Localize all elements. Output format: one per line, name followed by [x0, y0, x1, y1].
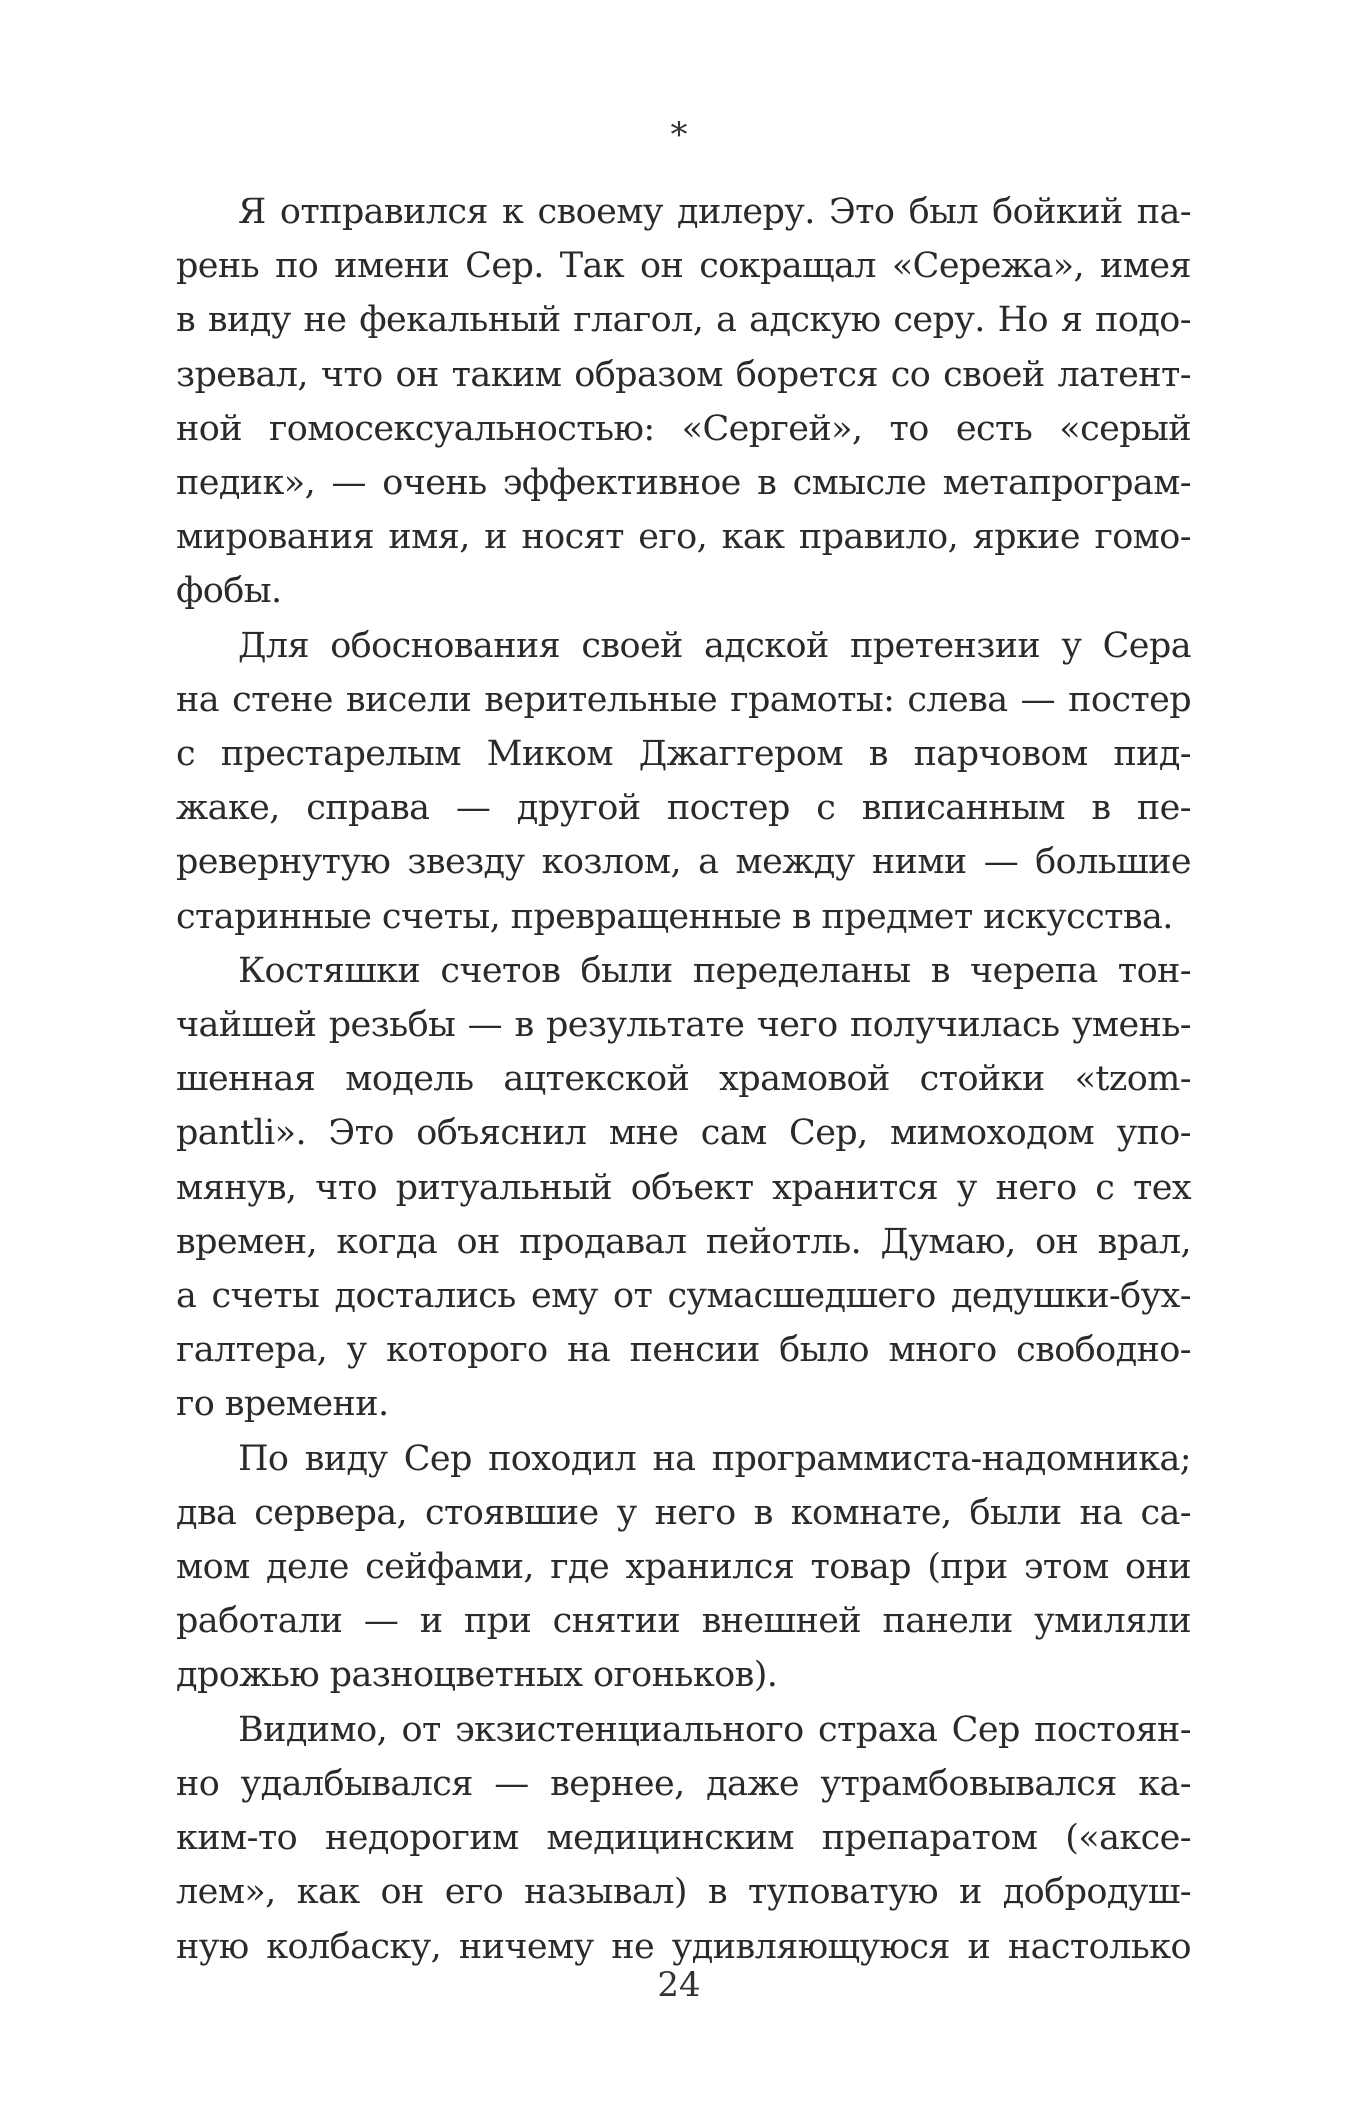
- text-line: Я отправился к своему дилеру. Это был бойкий па-: [238, 192, 1191, 232]
- text-line: в виду не фекальный глагол, а адскую серу. Но я подо-: [176, 300, 1191, 341]
- text-line: зревал, что он таким образом борется со своей латент-: [176, 354, 1191, 395]
- page-number: 24: [657, 1965, 701, 2005]
- text-line: рень по имени Сер. Так он сокращал «Сережа», имея: [176, 246, 1191, 287]
- text-line: педик», — очень эффективное в смысле метапрограм-: [176, 463, 1191, 504]
- paragraph: [176, 1432, 1191, 1703]
- text-line: галтера, у которого на пенсии было много свободно-: [176, 1330, 1191, 1371]
- text-line: лем», как он его называл) в туповатую и добродуш-: [176, 1872, 1191, 1913]
- text-line: дрожью разноцветных огоньков).: [176, 1655, 778, 1696]
- text-line: шенная модель ацтекской храмовой стойки «tzom-: [176, 1059, 1191, 1100]
- text-line: работали — и при снятии внешней панели умиляли: [176, 1601, 1191, 1642]
- paragraph: [176, 944, 1191, 1432]
- text-line: мирования имя, и носят его, как правило, яркие гомо-: [176, 517, 1191, 558]
- paragraph: [176, 185, 1191, 619]
- text-line: По виду Сер походил на программиста-надомника;: [238, 1438, 1191, 1479]
- text-line: pantli». Это объяснил мне сам Сер, мимоходом упо-: [176, 1113, 1191, 1154]
- text-line: Видимо, от экзистенциального страха Сер постоян-: [238, 1709, 1191, 1750]
- text-line: жаке, справа — другой постер с вписанным в пе-: [176, 788, 1191, 829]
- text-line: мянув, что ритуальный объект хранится у него с тех: [176, 1167, 1191, 1208]
- section-marker: *: [670, 115, 688, 155]
- paragraph: [176, 1703, 1191, 1974]
- text-line: ревернутую звезду козлом, а между ними — большие: [176, 842, 1191, 883]
- paragraph: [176, 619, 1191, 944]
- text-line: два сервера, стоявшие у него в комнате, были на са-: [176, 1492, 1191, 1533]
- body-text: [176, 185, 1191, 1974]
- text-line: ную колбаску, ничему не удивляющуюся и настолько: [176, 1926, 1191, 1967]
- text-line: Костяшки счетов были переделаны в черепа тон-: [238, 950, 1191, 991]
- text-line: фобы.: [176, 571, 282, 612]
- text-line: а счеты достались ему от сумасшедшего дедушки-бух-: [176, 1276, 1191, 1317]
- text-line: с престарелым Миком Джаггером в парчовом пид-: [176, 734, 1191, 775]
- text-line: но удалбывался — вернее, даже утрамбовывался ка-: [176, 1763, 1191, 1804]
- text-line: ной гомосексуальностью: «Сергей», то есть «серый: [176, 408, 1191, 449]
- text-line: чайшей резьбы — в результате чего получилась умень-: [176, 1005, 1191, 1046]
- text-line: на стене висели верительные грамоты: слева — постер: [176, 679, 1191, 720]
- text-line: го времени.: [176, 1384, 389, 1425]
- text-line: мом деле сейфами, где хранился товар (при этом они: [176, 1547, 1191, 1588]
- text-line: ким-то недорогим медицинским препаратом («аксе-: [176, 1818, 1191, 1859]
- text-line: Для обоснования своей адской претензии у Сера: [238, 625, 1191, 666]
- text-line: времен, когда он продавал пейотль. Думаю, он врал,: [176, 1221, 1191, 1262]
- text-line: старинные счеты, превращенные в предмет искусства.: [176, 896, 1173, 937]
